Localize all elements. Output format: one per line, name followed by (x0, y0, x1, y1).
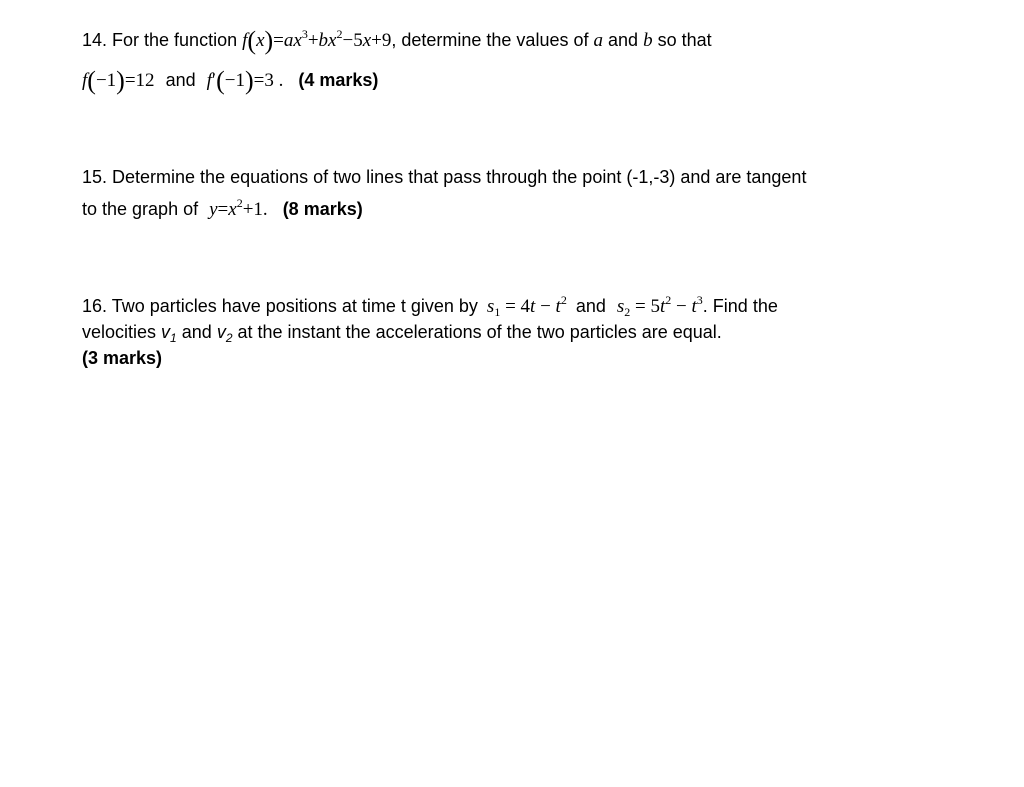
q14-var-a: a (593, 30, 603, 51)
q14-intro: 14. For the function (82, 30, 238, 50)
q14-so-that: so that (657, 30, 712, 50)
question-15-line-2: to the graph of $y=x^2+1$. (8 marks) (82, 196, 363, 220)
question-16-line-2 (82, 322, 722, 345)
question-14-line-2: f(−1)=12 and f′(−1)=3 . (4 marks) (82, 66, 379, 95)
q16-position-s1: $s_1 = 4t - t^2$ (486, 293, 567, 319)
q14-marks: (4 marks) (298, 70, 379, 90)
q16-intro: 16. Two particles have positions at time t given by (82, 296, 478, 316)
q14-determine-text: , determine the values of (391, 30, 589, 50)
q16-v1: $v_1$ (161, 322, 177, 345)
q15-parabola-equation: $y=x^2+1$ (209, 196, 263, 220)
q16-find-the: . Find the (702, 296, 778, 316)
q16-rest: at the instant the accelerations of the two particles are equal. (237, 322, 722, 342)
q14-condition-2: f′(−1)=3 (206, 66, 274, 95)
q16-position-s2: $s_2 = 5t^2 - t^3$ (616, 293, 703, 319)
q14-function-equation: $f(x)=ax^3+bx^2-5x+9$ (242, 26, 392, 55)
question-16-line-1 (82, 293, 778, 319)
q15-marks: (8 marks) (282, 199, 363, 219)
q14-var-b: b (643, 30, 653, 51)
q14-and: and (608, 30, 639, 50)
q14-condition-1: f(−1)=12 (82, 66, 155, 95)
question-16-marks: (3 marks) (82, 348, 163, 368)
question-14-line-1 (82, 28, 712, 54)
question-15-line-1: 15. Determine the equations of two lines that pass through the point (-1,-3) and are tangent (82, 167, 807, 187)
q16-and-2: and (181, 322, 212, 342)
q16-and: and (575, 296, 606, 316)
q15-graph-text: to the graph of (82, 199, 199, 219)
q16-v2: $v_2$ (216, 322, 233, 345)
q16-velocities: velocities (82, 322, 157, 342)
q14-and-2: and (165, 70, 196, 90)
